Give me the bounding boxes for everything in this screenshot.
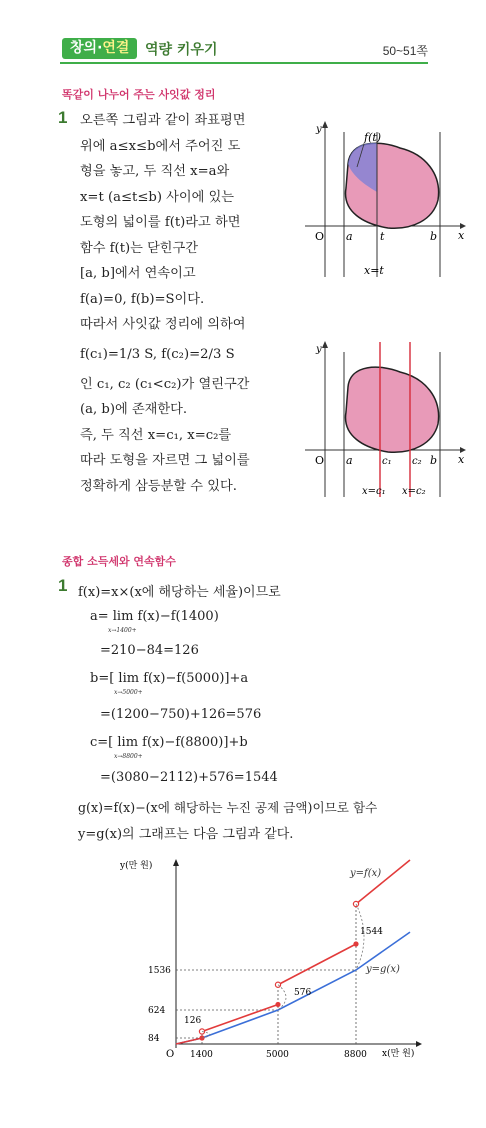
section2-number: 1 [58,576,68,595]
badge-sep: · [97,40,103,56]
fig1-label-b: b [430,230,438,243]
s2-line-b-result: =(1200−750)+126=576 [100,707,262,722]
s1-line: x=t (a≤t≤b) 사이에 있는 [80,189,235,205]
s1-line: (a, b)에 존재한다. [80,402,188,417]
figure-area-f-t [300,112,470,282]
fig2-y-arrow [322,341,328,348]
fig1-label-ft: f(t) [364,131,382,144]
s2-limit-2: x→5000+ [114,689,143,696]
jump-arc [356,904,364,970]
series-f-segment [356,860,410,904]
series-label-g: y=g(x) [366,964,400,975]
header-title: 역량 키우기 [145,42,218,58]
fig2-label-b: b [430,454,438,467]
badge-part1: 창의 [70,40,98,56]
s1-line: 형을 놓고, 두 직선 x=a와 [80,164,230,179]
s2-line-c: c=[ lim f(x)−f(8800)]+b [90,735,248,750]
s1-line: 인 c₁, c₂ (c₁<c₂)가 열린구간 [80,376,250,392]
series-g-line [176,932,410,1044]
s1-line: f(a)=0, f(b)=S이다. [80,291,205,307]
y-tick-label: 624 [148,1006,166,1016]
header-pages: 50~51쪽 [382,44,428,58]
s1-line: 따라 도형을 자르면 그 넓이를 [80,453,250,468]
series-f-segment [278,944,356,985]
series-label-f: y=f(x) [350,868,382,879]
chart-origin: O [166,1049,175,1060]
s1-line: 정확하게 삼등분할 수 있다. [80,478,237,494]
section1-title: 똑같이 나누어 주는 사잇값 정리 [62,88,216,101]
figure-trisect [300,332,470,502]
s1-line: 위에 a≤x≤b에서 주어진 도 [80,138,241,154]
fig1-y-arrow [322,121,328,128]
fig2-region [346,367,439,452]
header-divider [60,62,428,64]
section1-body [80,108,305,499]
fig1-label-t: t [380,230,385,243]
fig2-label-o: O [315,454,325,467]
fig2-label-c1: c₁ [382,456,392,467]
x-tick-label: 1400 [190,1050,213,1060]
s1-line: [a, b]에서 연속이고 [80,266,196,281]
fig1-label-o: O [315,230,325,243]
fig2-label-c2: c₂ [412,456,422,467]
chart-ylabel: y(만 원) [120,861,153,871]
s1-line: 함수 f(t)는 닫힌구간 [80,240,199,256]
section1-number: 1 [58,108,68,127]
fig1-label-a: a [346,230,353,243]
fig2-line-label-c2: x=c₂ [402,486,426,497]
chart-y-arrow [173,859,179,866]
s2-line-c-result: =(3080−2112)+576=1544 [100,770,278,785]
fig1-line-label: x=t [364,264,384,277]
fig1-label-y: y [316,124,322,135]
s1-line: 오른쪽 그림과 같이 좌표평면 [80,113,246,128]
fig2-label-y: y [316,344,322,355]
s1-line-fraction: f(c₁)=1/3 S, f(c₂)=2/3 S [80,346,235,362]
y-tick-label: 1536 [148,966,171,976]
s2-line-graph: y=g(x)의 그래프는 다음 그림과 같다. [78,827,294,842]
fig2-label-x: x [458,453,465,466]
s2-line-gx: g(x)=f(x)−(x에 해당하는 누진 공제 금액)이므로 함수 [78,800,378,815]
series-f-open-point [275,982,280,987]
s1-line: 따라서 사잇값 정리에 의하여 [80,317,246,332]
s2-line-b: b=[ lim f(x)−f(5000)]+a [90,671,249,686]
badge-part2: 연결 [102,40,130,56]
tax-chart [120,848,430,1063]
series-f-closed-point [275,1002,280,1007]
header-badge [62,38,137,59]
series-f-closed-point [353,941,358,946]
series-f-segment [202,1004,278,1031]
annotation-576: 576 [294,988,312,998]
x-tick-label: 5000 [266,1050,289,1060]
annotation-1544: 1544 [360,927,383,937]
s1-line: 도형의 넓이를 f(t)라고 하면 [80,215,241,230]
s2-limit-3: x→8800+ [114,753,143,760]
s2-line-fx: f(x)=x×(x에 해당하는 세율)이므로 [78,585,281,600]
s1-line: 즉, 두 직선 x=c₁, x=c₂를 [80,427,232,443]
series-f-segment [176,1038,202,1044]
s2-limit-1: x→1400+ [108,627,137,634]
x-tick-label: 8800 [344,1050,367,1060]
s2-line-a: a= lim f(x)−f(1400) [90,609,219,624]
s2-line-a-result: =210−84=126 [100,643,199,658]
fig2-line-label-c1: x=c₁ [362,486,386,497]
chart-xlabel: x(만 원) [382,1049,415,1059]
fig2-label-a: a [346,454,353,467]
fig1-label-x: x [458,229,465,242]
annotation-126: 126 [184,1016,202,1026]
section2-title: 종합 소득세와 연속함수 [62,555,176,568]
y-tick-label: 84 [148,1034,160,1044]
chart-x-arrow [416,1041,422,1047]
